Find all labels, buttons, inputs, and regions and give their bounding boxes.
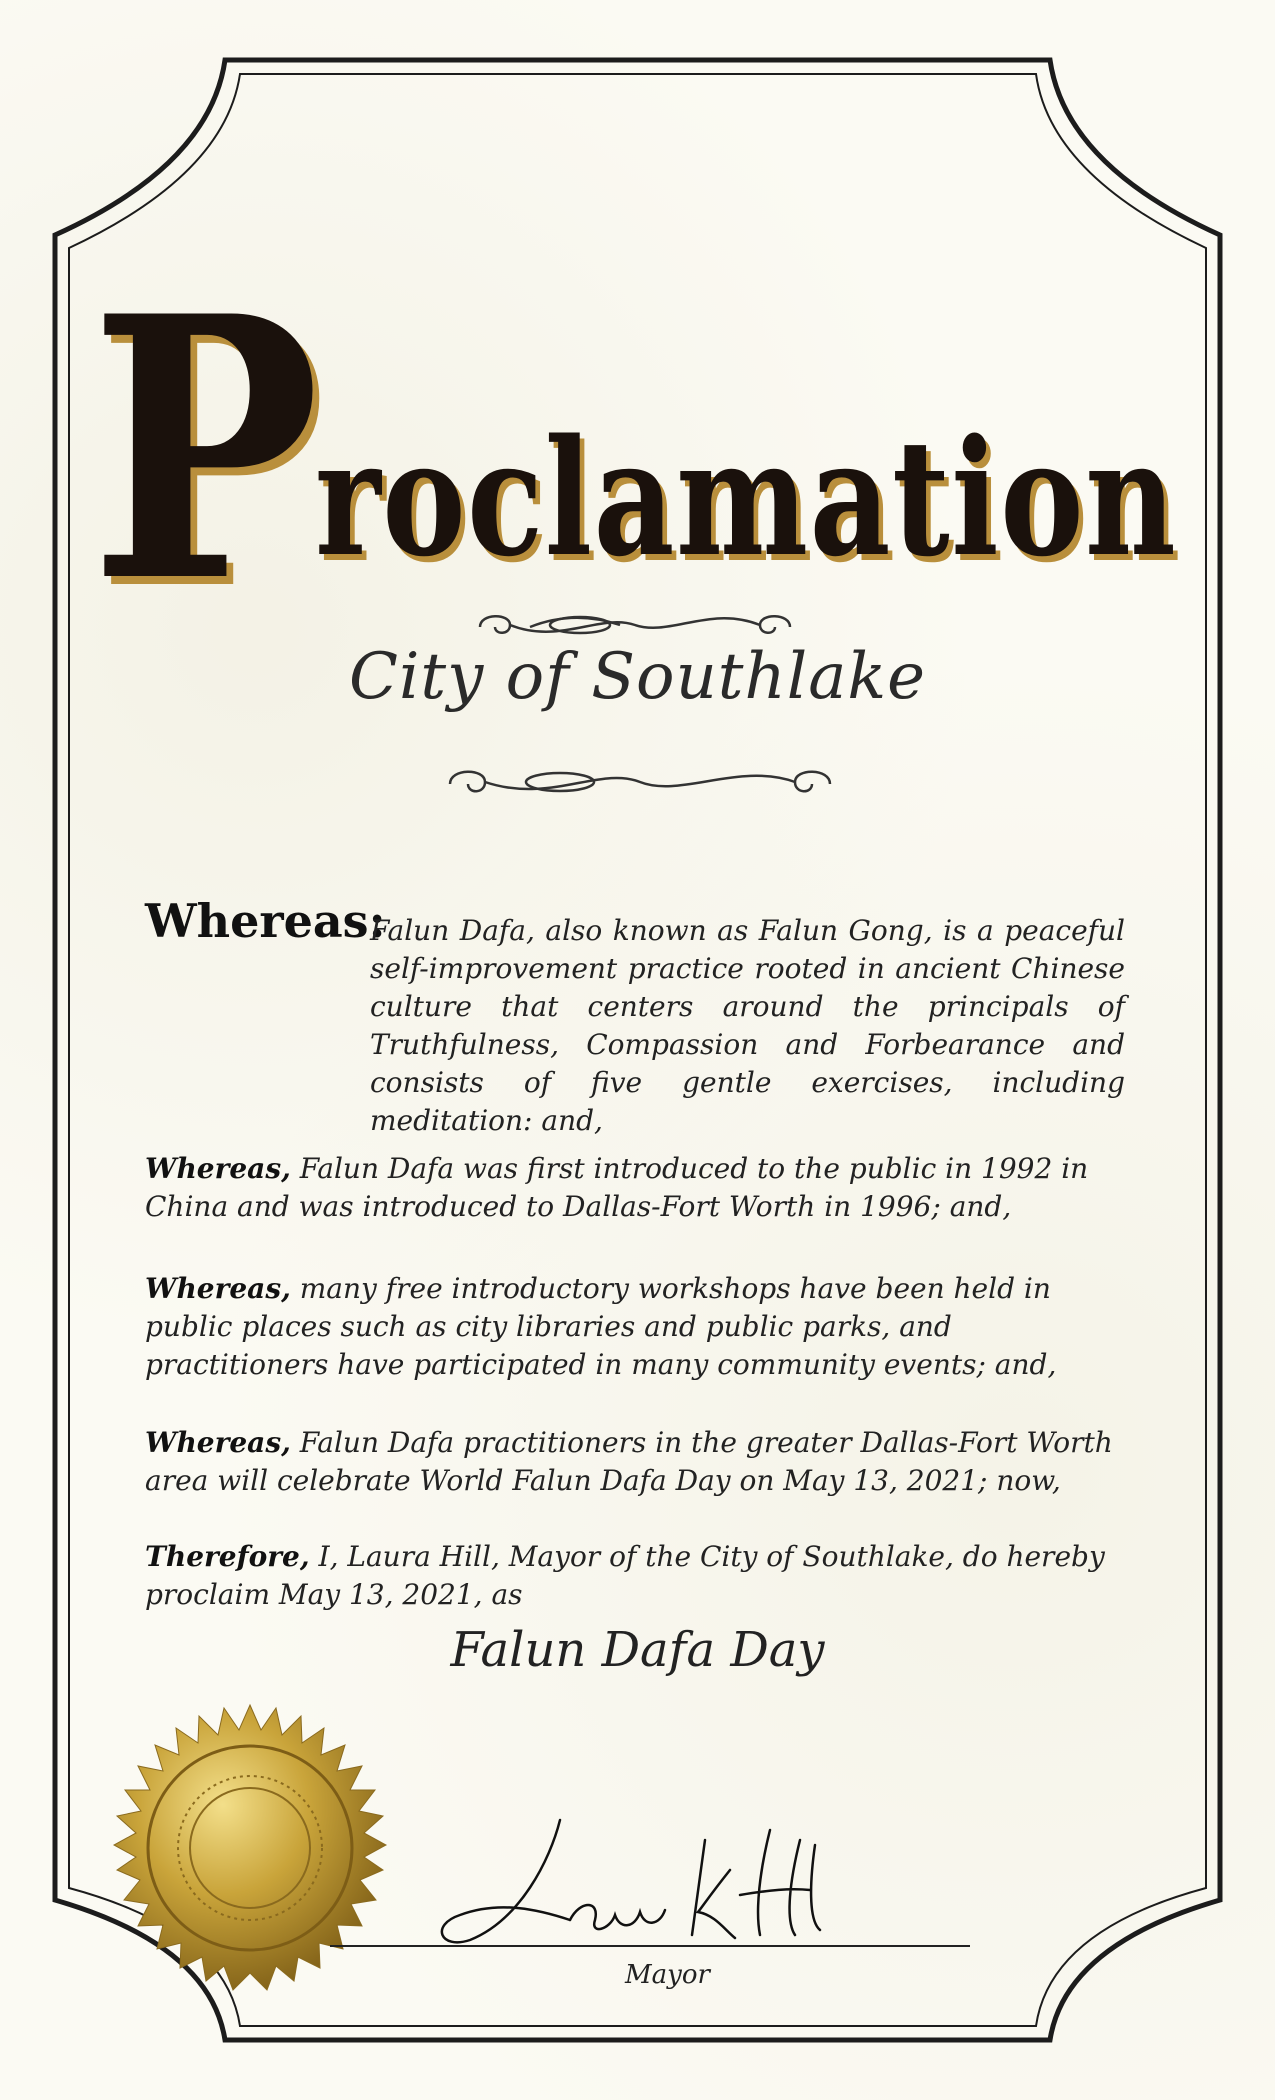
whereas-text-1: Falun Dafa, also known as Falun Gong, is a peaceful self-improvement practice rooted in ancient Chinese culture that centers around the principals of Truthfulness, Compassion and Forbearance and consists of five gentle exercises, including meditation: and, — [370, 914, 1125, 1137]
whereas-lead-2: Whereas, — [145, 1152, 291, 1185]
gold-seal-icon — [100, 1700, 400, 2000]
title-initial: P — [90, 238, 321, 661]
whereas-text-3: many free introductory workshops have been held in public places such as city libraries and public parks, and practitioners have participated in many community events; and, — [145, 1272, 1057, 1381]
whereas-text-4: Falun Dafa practitioners in the greater Dallas-Fort Worth area will celebrate World Falun Dafa Day on May 13, 2021; now, — [145, 1426, 1113, 1497]
proclaimed-day: Falun Dafa Day — [450, 1622, 825, 1678]
whereas-paragraph-2 — [145, 1150, 1125, 1226]
whereas-lead-1: Whereas: — [145, 894, 386, 948]
signer-title: Mayor — [625, 1960, 710, 1990]
therefore-lead: Therefore, — [145, 1540, 310, 1573]
whereas-lead-4: Whereas, — [145, 1426, 291, 1459]
bottom-flourish-icon — [440, 760, 840, 804]
whereas-text-2: Falun Dafa was first introduced to the public in 1992 in China and was introduced to Dallas-Fort Worth in 1996; and, — [145, 1152, 1089, 1223]
whereas-lead-3: Whereas, — [145, 1272, 291, 1305]
city-name: City of Southlake — [348, 640, 927, 714]
top-flourish-icon — [470, 605, 800, 645]
whereas-paragraph-3 — [145, 1270, 1125, 1384]
therefore-text: I, Laura Hill, Mayor of the City of Southlake, do hereby proclaim May 13, 2021, as — [145, 1540, 1105, 1611]
therefore-paragraph — [145, 1538, 1125, 1614]
mayor-signature-icon — [430, 1800, 830, 1960]
signature-line — [330, 1945, 970, 1947]
title-rest: roclamation — [315, 404, 1178, 592]
whereas-paragraph-4 — [145, 1424, 1125, 1500]
